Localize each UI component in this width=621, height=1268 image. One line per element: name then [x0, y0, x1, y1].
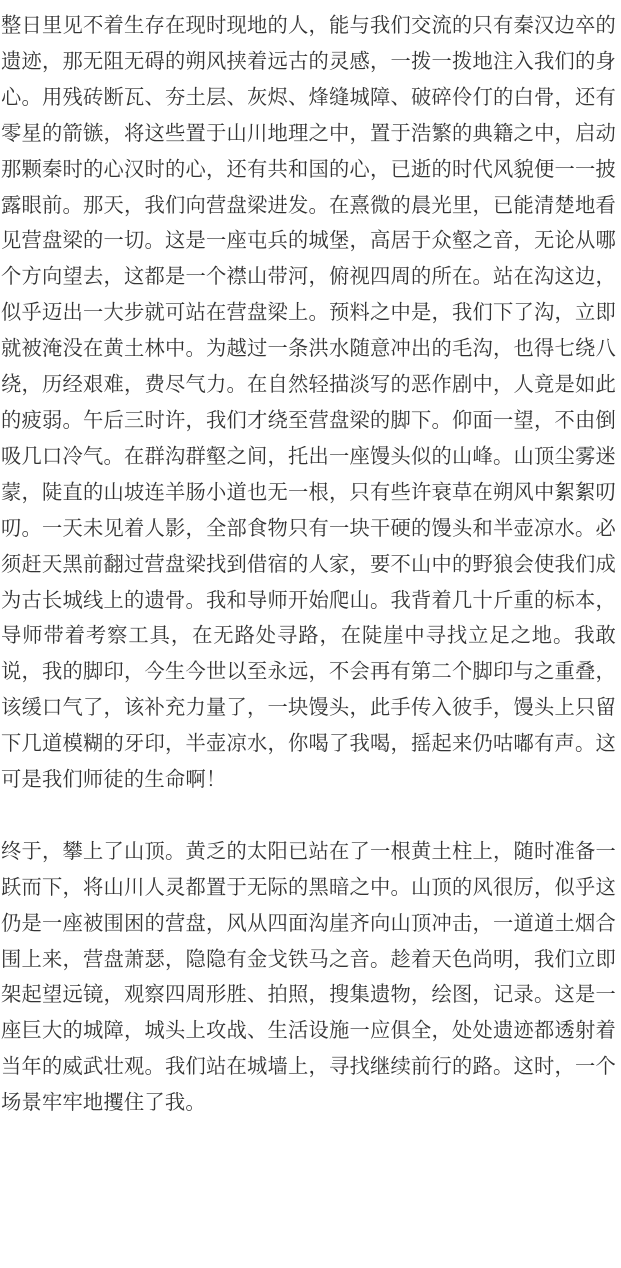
paragraph-1: 整日里见不着生存在现时现地的人，能与我们交流的只有秦汉边卒的遗迹，那无阻无碍的朔风挟着远古的灵感，一拨一拨地注入我们的身心。用残砖断瓦、夯土层、灰烬、烽缝城障、破碎伶仃的白骨，还有零星的箭镞，将这些置于山川地理之中，置于浩繁的典籍之中，启动那颗秦时的心汉时的心，还有共和国的心，已逝的时代风貌便一一披露眼前。那天，我们向营盘梁进发。在熹微的晨光里，已能清楚地看见营盘梁的一切。这是一座屯兵的城堡，高居于众壑之音，无论从哪个方向望去，这都是一个襟山带河，俯视四周的所在。站在沟这边，似乎迈出一大步就可站在营盘梁上。预料之中是，我们下了沟，立即就被淹没在黄土林中。为越过一条洪水随意冲出的毛沟，也得七绕八绕，历经艰难，费尽气力。在自然轻描淡写的恶作剧中，人竟是如此的疲弱。午后三时许，我们才绕至营盘梁的脚下。仰面一望，不由倒吸几口冷气。在群沟群壑之间，托出一座馒头似的山峰。山顶尘雾迷蒙，陡直的山坡连羊肠小道也无一根，只有些许衰草在朔风中絮絮叨叨。一天未见着人影，全部食物只有一块干硬的馒头和半壶凉水。必须赶天黑前翻过营盘梁找到借宿的人家，要不山中的野狼会使我们成为古长城线上的遗骨。我和导师开始爬山。我背着几十斤重的标本，导师带着考察工具，在无路处寻路，在陡崖中寻找立足之地。我敢说，我的脚印，今生今世以至永远，不会再有第二个脚印与之重叠，该缓口气了，该补充力量了，一块馒头，此手传入彼手，馒头上只留下几道模糊的牙印，半壶凉水，你喝了我喝，摇起来仍咕嘟有声。这可是我们师徒的生命啊！ [1, 13, 616, 792]
paragraph-2: 终于，攀上了山顶。黄乏的太阳已站在了一根黄土柱上，随时准备一跃而下，将山川人灵都置于无际的黑暗之中。山顶的风很厉，似乎这仍是一座被围困的营盘，风从四面沟崖齐向山顶冲击，一道道土烟合围上来，营盘萧瑟，隐隐有金戈铁马之音。趁着天色尚明，我们立即架起望远镜，观察四周形胜、拍照，搜集遗物，绘图，记录。这是一座巨大的城障，城头上攻战、生活设施一应俱全，处处遗迹都透射着当年的威武壮观。我们站在城墙上，寻找继续前行的路。这时，一个场景牢牢地攫住了我。 [1, 838, 616, 1115]
